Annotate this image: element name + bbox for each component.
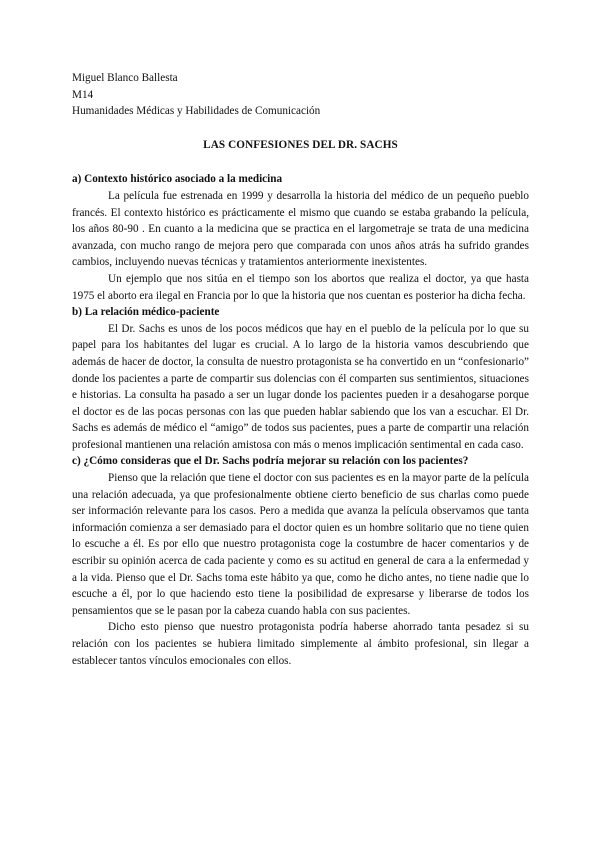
- section-heading-c: c) ¿Cómo consideras que el Dr. Sachs podría mejorar su relación con los pacientes?: [72, 455, 469, 468]
- section-heading-b: b) La relación médico-paciente: [72, 306, 220, 319]
- section-a-paragraph-1: La película fue estrenada en 1999 y desarrolla la historia del médico de un pequeño pueblo francés. El contexto histórico es prácticamente el mismo que cuando se estaba grabando la película, los años 80-90 . En cuanto a la medicina que se practica en el largometraje se trata de una medicina avanzada, con mucho rango de mejora pero que comparada con unos años atrás ha sufrido grandes cambios, incluyendo nuevas técnicas y tratamientos anteriormente inexistentes.: [72, 189, 529, 269]
- document-page: [72, 70, 529, 669]
- section-a-paragraph-2: Un ejemplo que nos sitúa en el tiempo son los abortos que realiza el doctor, ya que hasta 1975 el aborto era ilegal en Francia por lo que la historia que nos cuentan es posterior ha dicha fecha.: [72, 272, 529, 302]
- document-title: LAS CONFESIONES DEL DR. SACHS: [203, 138, 398, 151]
- section-b-paragraph-1: El Dr. Sachs es unos de los pocos médicos que hay en el pueblo de la película por lo que su papel para los habitantes del lugar es crucial. A lo largo de la historia vamos descubriendo que además de hacer de doctor, la consulta de nuestro protagonista se ha convertido en un “confesionario” donde los pacientes a parte de compartir sus dolencias con él comparten sus sentimientos, situaciones e historias. La consulta ha pasado a ser un lugar donde los pacientes pueden ir a desahogarse porque el doctor es de las pocas personas con las que pueden hablar sabiendo que los van a escuchar. El Dr. Sachs es además de médico el “amigo” de todos sus pacientes, pues a parte de compartir una relación profesional mantienen una relación amistosa con más o menos implicación sentimental en cada caso.: [72, 322, 529, 451]
- section-heading-a: a) Contexto histórico asociado a la medicina: [72, 173, 283, 186]
- section-c-paragraph-2: Dicho esto pienso que nuestro protagonista podría haberse ahorrado tanta pesadez si su relación con los pacientes se hubiera limitado simplemente al ámbito profesional, sin llegar a establecer tantos vínculos emocionales con ellos.: [72, 621, 529, 667]
- group-code: M14: [72, 88, 94, 101]
- author-name: Miguel Blanco Ballesta: [72, 72, 178, 84]
- course-name: Humanidades Médicas y Habilidades de Comunicación: [72, 105, 321, 118]
- section-c-paragraph-1: Pienso que la relación que tiene el doctor con sus pacientes es en la mayor parte de la película una relación adecuada, ya que profesionalmente obtiene cierto beneficio de sus charlas como puede ser información relevante para los casos. Pero a medida que avanza la película observamos que tanta información comienza a ser demasiado para el doctor quien es un hombre solitario que no tiene quien lo escuche a él. Es por ello que nuestro protagonista coge la costumbre de hacer comentarios y de escribir su opinión acerca de cada paciente y como es su actitud en general de cara a la enfermedad y a la vida. Pienso que el Dr. Sachs toma este hábito ya que, como he dicho antes, no tiene nadie que lo escuche a él, por lo que haciendo esto tiene la posibilidad de expresarse y liberarse de todos los pensamientos que se le pasan por la cabeza cuando habla con sus pacientes.: [72, 472, 529, 617]
